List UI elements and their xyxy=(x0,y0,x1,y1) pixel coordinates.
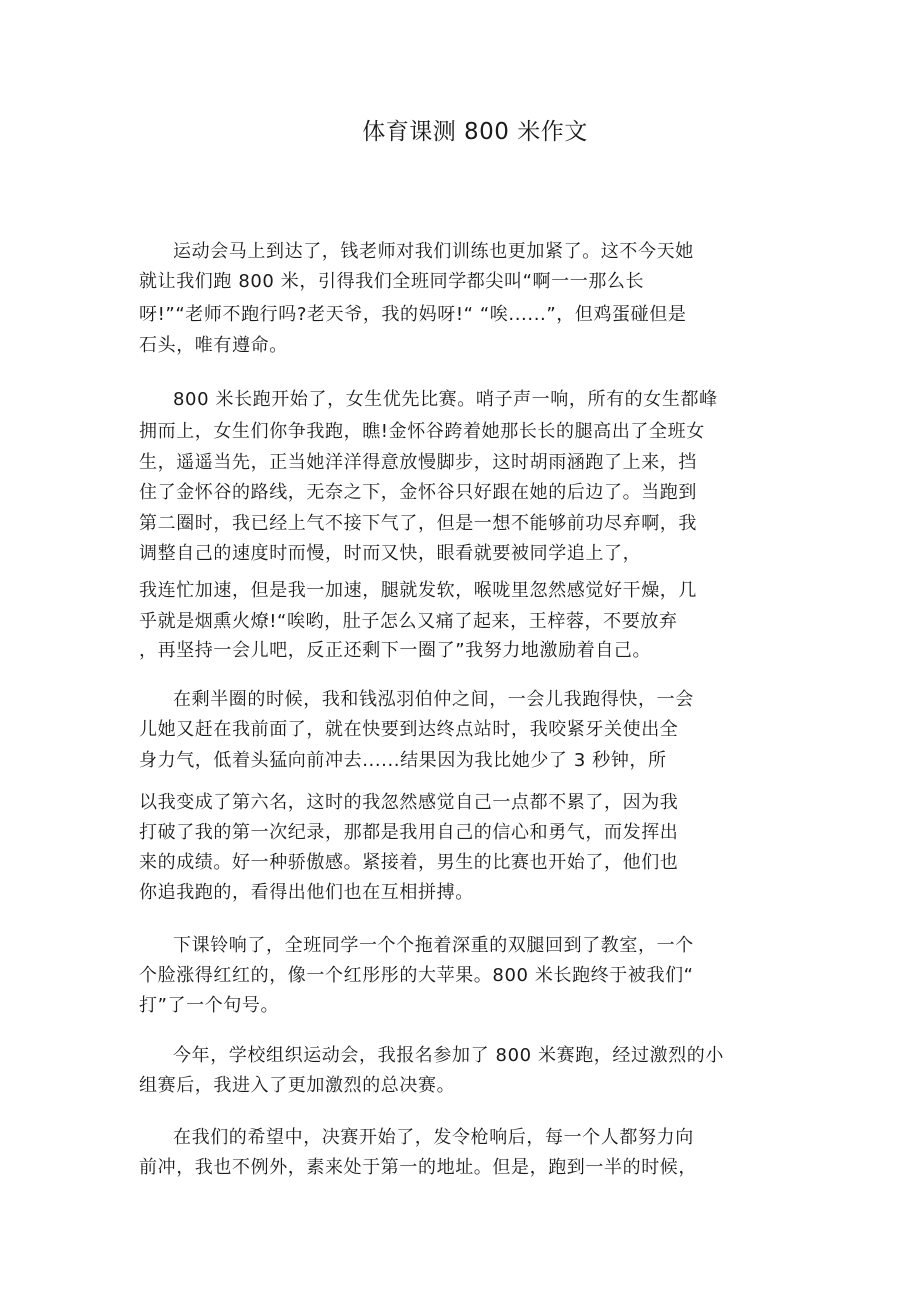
text-line: 儿她又赶在我前面了，就在快要到达终点站时，我咬紧牙关使出全 xyxy=(139,719,679,740)
text-line: 我连忙加速，但是我一加速，腿就发软，喉咙里忽然感觉好干燥，几 xyxy=(139,580,697,601)
text-line: 今年，学校组织运动会，我报名参加了 800 米赛跑，经过激烈的小 xyxy=(173,1045,724,1066)
text-line: 组赛后，我进入了更加激烈的总决赛。 xyxy=(139,1075,456,1096)
text-line: 前冲，我也不例外，素来处于第一的地址。但是，跑到一半的时候， xyxy=(139,1157,697,1178)
text-line: 个脸涨得红红的，像一个红彤彤的大苹果。800 米长跑终于被我们“ xyxy=(139,965,694,986)
text-line: 在剩半圈的时候，我和钱泓羽伯仲之间，一会儿我跑得快，一会 xyxy=(173,689,694,710)
text-line: 呀!”“老师不跑行吗?老天爷，我的妈呀!“ “唉......”，但鸡蛋碰但是 xyxy=(139,304,687,325)
text-line: 你追我跑的，看得出他们也在互相拼搏。 xyxy=(139,882,474,903)
text-line: 生，遥遥当先，正当她洋洋得意放慢脚步，这时胡雨涵跑了上来，挡 xyxy=(139,452,697,473)
text-line: 第二圈时，我已经上气不接下气了，但是一想不能够前功尽弃啊，我 xyxy=(139,513,697,534)
text-line: 身力气，低着头猛向前冲去......结果因为我比她少了 3 秒钟，所 xyxy=(139,750,667,771)
text-line: 住了金怀谷的路线，无奈之下，金怀谷只好跟在她的后边了。当跑到 xyxy=(139,482,697,503)
text-line: 就让我们跑 800 米，引得我们全班同学都尖叫“啊一一那么长 xyxy=(139,271,645,292)
text-line: 拥而上，女生们你争我跑，瞧!金怀谷跨着她那长长的腿高出了全班女 xyxy=(139,421,705,442)
text-line: 调整自己的速度时而慢，时而又快，眼看就要被同学追上了， xyxy=(139,543,642,564)
text-line: ，再坚持一会儿吧，反正还剩下一圈了”我努力地激励着自己。 xyxy=(139,640,652,661)
text-line: 来的成绩。好一种骄傲感。紧接着，男生的比赛也开始了，他们也 xyxy=(139,852,679,873)
text-line: 下课铃响了，全班同学一个个拖着深重的双腿回到了教室，一个 xyxy=(173,935,694,956)
text-line: 打”了一个句号。 xyxy=(139,995,280,1016)
document-title: 体育课测 800 米作文 xyxy=(362,119,588,145)
text-line: 运动会马上到达了，钱老师对我们训练也更加紧了。这不今天她 xyxy=(173,241,694,262)
text-line: 打破了我的第一次纪录，那都是我用自己的信心和勇气，而发挥出 xyxy=(139,822,679,843)
text-line: 石头，唯有遵命。 xyxy=(139,335,288,356)
text-line: 800 米长跑开始了，女生优先比赛。哨子声一响，所有的女生都峰 xyxy=(173,389,718,410)
text-line: 在我们的希望中，决赛开始了，发令枪响后，每一个人都努力向 xyxy=(173,1127,694,1148)
text-line: 乎就是烟熏火燎!“唉哟，肚子怎么又痛了起来，王梓蓉，不要放弃 xyxy=(139,611,678,632)
text-line: 以我变成了第六名，这时的我忽然感觉自己一点都不累了，因为我 xyxy=(139,792,679,813)
